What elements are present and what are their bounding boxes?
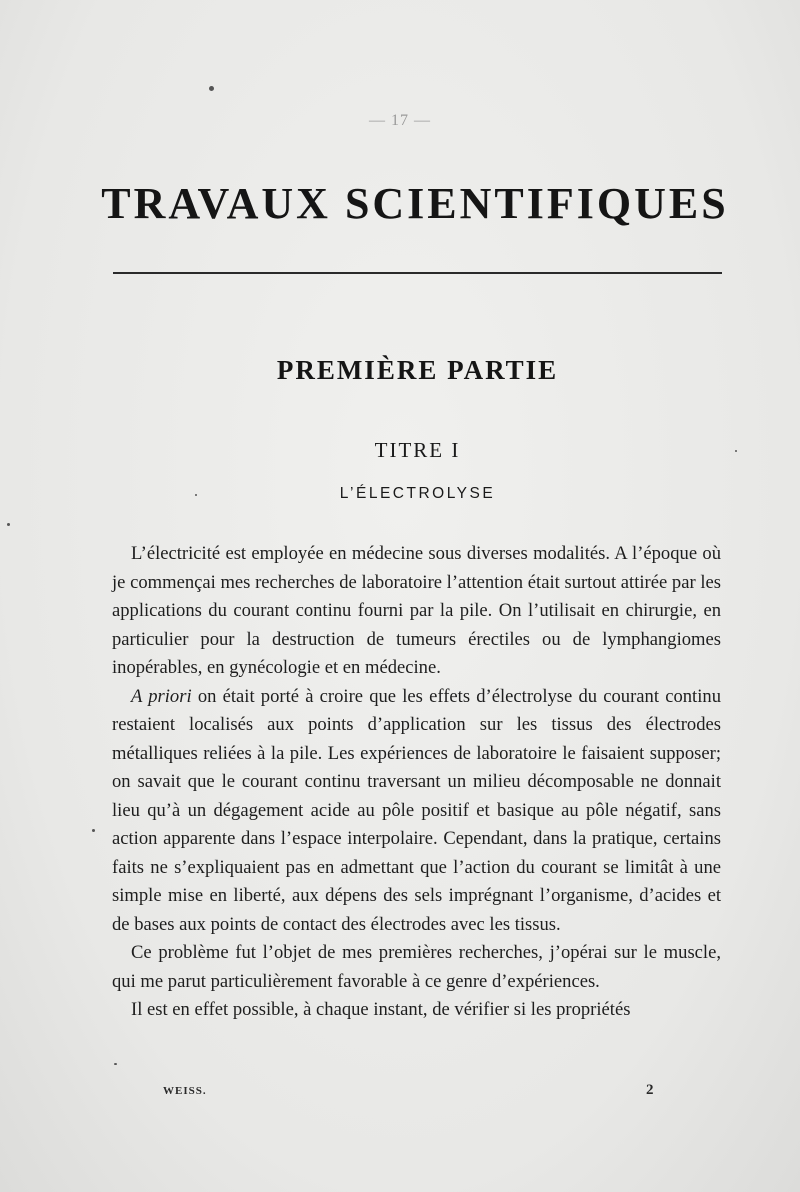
- scan-speck: [195, 494, 197, 496]
- paragraph-1: [112, 540, 721, 683]
- paragraph-4-text: Il est en effet possible, à chaque instant, de vérifier si les propriétés: [131, 999, 631, 1020]
- footer-signature: WEISS.: [163, 1085, 207, 1097]
- scan-speck: [92, 829, 95, 832]
- section-heading: L’ÉLECTROLYSE: [339, 485, 496, 502]
- title-rule: [113, 272, 722, 274]
- paragraph-1-text: L’électricité est employée en médecine sous diverses modalités. A l’époque où je commençai mes recherches de laboratoire l’attention était surtout attirée par les applications du courant continu fourni par la pile. On l’utilisait en chirurgie, en particulier pour la destruction de tumeurs érectiles ou de lymphangiomes inopérables, en gynécologie et en médecine.: [112, 543, 721, 678]
- paragraph-2: [112, 683, 721, 940]
- scan-speck: [735, 450, 737, 452]
- page-number: — 17 —: [369, 112, 431, 129]
- footer-sheet-number: 2: [646, 1082, 654, 1098]
- main-title: TRAVAUX SCIENTIFIQUES: [101, 179, 729, 228]
- part-title: PREMIÈRE PARTIE: [276, 355, 559, 385]
- body-text: [112, 540, 721, 1025]
- scan-speck: [7, 523, 10, 526]
- paragraph-2-lead: A priori: [131, 685, 192, 707]
- paragraph-3-text: Ce problème fut l’objet de mes premières recherches, j’opérai sur le muscle, qui me parut particulièrement favorable à ce genre d’expériences.: [112, 942, 721, 992]
- paragraph-2-text: on était porté à croire que les effets d’électrolyse du courant continu restaient localisés aux points d’application sur les tissus des électrodes métalliques reliées à la pile. Les expériences de laboratoire le faisaient supposer; on savait que le courant continu traversant un milieu décomposable ne donnait lieu qu’à un dégagement acide au pôle positif et basique au pôle négatif, sans action apparente dans l’espace interpolaire. Cependant, dans la pratique, certains faits ne s’expliquaient pas en admettant que l’action du courant se limitât à une simple mise en liberté, aux dépens des sels imprégnant l’organisme, d’acides et de bases aux points de contact des électrodes avec les tissus.: [112, 685, 721, 935]
- scan-speck: [114, 1063, 117, 1065]
- titre-heading: TITRE I: [374, 438, 461, 462]
- paragraph-4: [112, 996, 721, 1025]
- scan-speck: [209, 86, 214, 91]
- paragraph-3: [112, 939, 721, 996]
